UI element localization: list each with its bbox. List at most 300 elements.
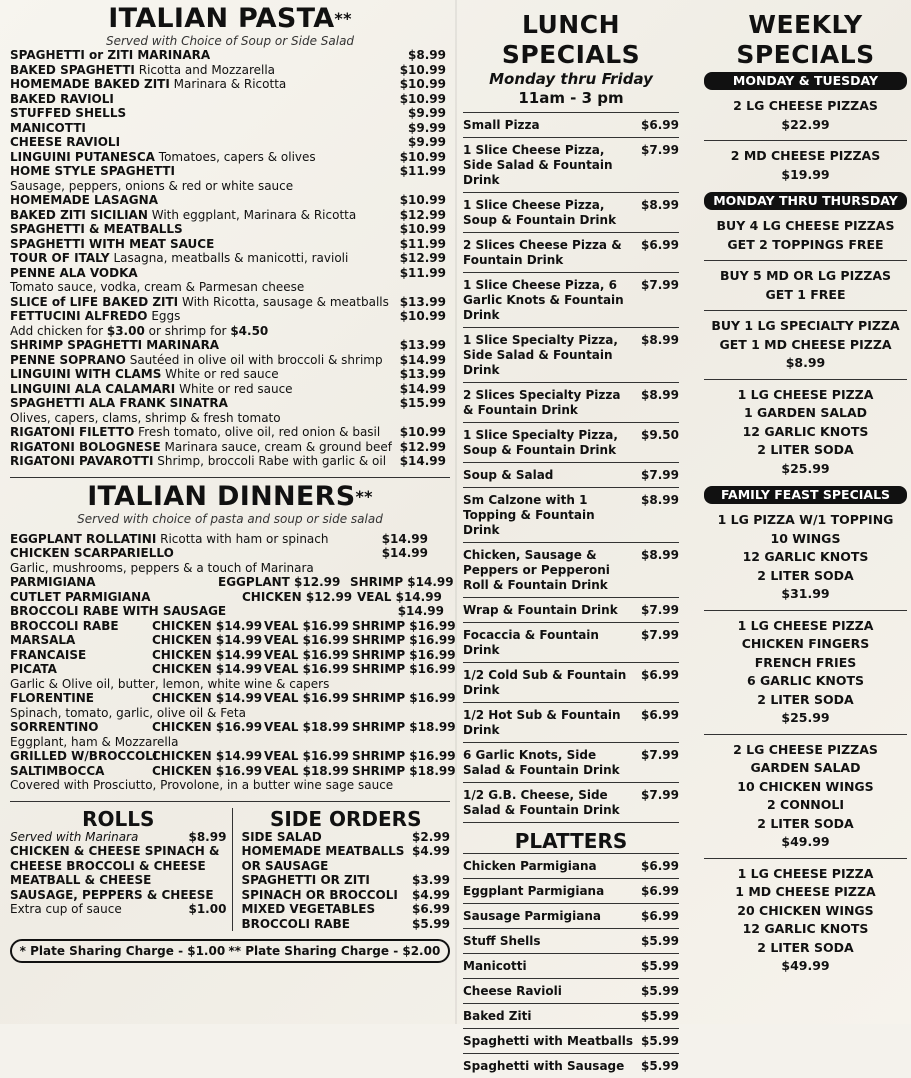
item-price: $10.99 bbox=[399, 309, 446, 323]
item-price: $14.99 bbox=[399, 381, 446, 396]
weekly-title-2: SPECIALS bbox=[736, 40, 875, 69]
lunch-price: $8.99 bbox=[641, 198, 679, 212]
menu-item: CHICKEN SCARPARIELLO $14.99 bbox=[10, 546, 428, 560]
menu-item bbox=[10, 266, 450, 281]
item-desc: Fresh tomato, olive oil, red onion & basil bbox=[138, 425, 381, 439]
lunch-name: 6 Garlic Knots, Side Salad & Fountain Drink bbox=[463, 748, 620, 777]
weekly-line: GARDEN SALAD bbox=[750, 760, 861, 775]
item-name-block bbox=[10, 266, 138, 281]
item-price: $10.99 bbox=[399, 193, 446, 207]
platter-price: $6.99 bbox=[641, 859, 679, 873]
item-name: CHEESE RAVIOLI bbox=[10, 135, 121, 149]
item-price: $10.99 bbox=[399, 149, 446, 164]
weekly-line: 2 LITER SODA bbox=[757, 815, 854, 831]
item-desc: Ricotta and Mozzarella bbox=[138, 62, 276, 77]
platter-name: Cheese Ravioli bbox=[463, 984, 562, 998]
item-name: LINGUINI PUTANESCA bbox=[10, 149, 155, 164]
item-price: $12.99 bbox=[399, 439, 446, 454]
side-name: OR SAUSAGE bbox=[241, 858, 329, 873]
item-price: $13.99 bbox=[399, 367, 446, 381]
item-note: Spinach, tomato, garlic, olive oil & Feta bbox=[10, 705, 246, 720]
side-item bbox=[241, 902, 450, 917]
lunch-item bbox=[463, 232, 679, 272]
item-name-block bbox=[10, 106, 126, 121]
side-item bbox=[241, 859, 450, 874]
lunch-name: 1 Slice Cheese Pizza, Side Salad & Fountain Drink bbox=[463, 143, 613, 187]
item-name-block bbox=[10, 164, 175, 179]
lunch-item bbox=[463, 782, 679, 822]
item-desc: Lasagna, meatballs & manicotti, ravioli bbox=[113, 251, 349, 265]
item-name: TOUR OF ITALY bbox=[10, 251, 110, 265]
platter-item bbox=[463, 953, 679, 978]
weekly-group bbox=[704, 95, 907, 190]
item-price: $10.99 bbox=[399, 91, 446, 106]
left-panel bbox=[10, 3, 456, 963]
menu-item bbox=[10, 48, 450, 63]
weekly-line: $31.99 bbox=[781, 586, 830, 601]
item-desc: White or red sauce bbox=[165, 367, 279, 381]
lunch-price: $7.99 bbox=[641, 628, 679, 642]
item-name: HOME STYLE SPAGHETTI bbox=[10, 164, 175, 178]
item-name: BAKED SPAGHETTI bbox=[10, 62, 135, 77]
item-name: BAKED RAVIOLI bbox=[10, 91, 114, 106]
lunch-price: $8.99 bbox=[641, 388, 679, 402]
item-price: $9.99 bbox=[408, 106, 446, 120]
weekly-special bbox=[704, 610, 907, 734]
pasta-list bbox=[10, 295, 450, 324]
side-price: $6.99 bbox=[412, 902, 450, 916]
item-name: RIGATONI FILETTO bbox=[10, 425, 135, 439]
item-note: Garlic, mushrooms, peppers & a touch of Marinara bbox=[10, 560, 314, 575]
weekly-line: BUY 5 MD OR LG PIZZAS bbox=[719, 268, 892, 283]
lunch-item bbox=[463, 487, 679, 542]
lunch-name: 1 Slice Specialty Pizza, Side Salad & Fountain Drink bbox=[463, 333, 618, 377]
item-price: $10.99 bbox=[399, 425, 446, 439]
weekly-line: 1 LG CHEESE PIZZA bbox=[737, 865, 874, 881]
lunch-price: $8.99 bbox=[641, 493, 679, 507]
platter-price: $6.99 bbox=[641, 884, 679, 898]
lunch-item bbox=[463, 112, 679, 137]
side-name: HOMEMADE MEATBALLS bbox=[241, 844, 405, 858]
weekly-line: GET 1 MD CHEESE PIZZA bbox=[719, 336, 892, 352]
item-name: STUFFED SHELLS bbox=[10, 106, 127, 120]
menu-item bbox=[10, 454, 450, 469]
side-item bbox=[241, 917, 450, 932]
side-price: $3.99 bbox=[412, 873, 450, 887]
platter-name: Stuff Shells bbox=[463, 934, 541, 948]
item-name-block bbox=[10, 237, 214, 252]
menu-item bbox=[10, 150, 450, 165]
lunch-name: Soup & Salad bbox=[463, 468, 554, 482]
weekly-group bbox=[704, 215, 907, 484]
item-price: $8.99 bbox=[408, 48, 446, 62]
weekly-special bbox=[704, 858, 907, 982]
item-price: $11.99 bbox=[399, 265, 446, 280]
weekly-line: 2 LITER SODA bbox=[757, 939, 854, 955]
side-name: SPAGHETTI OR ZITI bbox=[241, 873, 370, 887]
weekly-line: 12 GARLIC KNOTS bbox=[742, 549, 869, 564]
lunch-price: $7.99 bbox=[641, 278, 679, 292]
item-name: SPAGHETTI & MEATBALLS bbox=[10, 222, 183, 236]
item-note: Eggplant, ham & Mozzarella bbox=[10, 734, 179, 749]
platter-item bbox=[463, 1053, 679, 1078]
lunch-price: $6.99 bbox=[641, 238, 679, 252]
item-price: $13.99 bbox=[399, 338, 446, 352]
rolls-section bbox=[10, 808, 233, 932]
menu-item bbox=[10, 367, 450, 382]
weekly-line: 1 MD CHEESE PIZZA bbox=[735, 884, 876, 899]
weekly-line: GET 1 FREE bbox=[765, 286, 846, 302]
weekly-line: FRENCH FRIES bbox=[754, 654, 857, 670]
weekly-line: $22.99 bbox=[781, 116, 830, 132]
menu-item bbox=[10, 633, 456, 648]
item-desc: With Ricotta, sausage & meatballs bbox=[181, 294, 389, 309]
item-name: SPAGHETTI WITH MEAT SAUCE bbox=[10, 236, 215, 251]
item-name: PICATA bbox=[10, 662, 57, 676]
weekly-line: $49.99 bbox=[781, 958, 830, 973]
item-note: Covered with Prosciutto, Provolone, in a butter wine sage sauce bbox=[10, 778, 394, 792]
platter-item bbox=[463, 1028, 679, 1053]
menu-item: EGGPLANT ROLLATINI Ricotta with ham or spinach $14.99 bbox=[10, 531, 428, 546]
lunch-item bbox=[463, 662, 679, 702]
pasta-note: Tomato sauce, vodka, cream & Parmesan cheese bbox=[10, 280, 305, 294]
shrimp-price: SHRIMP $16.99 bbox=[352, 647, 456, 662]
lunch-list bbox=[463, 112, 679, 822]
divider bbox=[10, 801, 450, 802]
lunch-price: $8.99 bbox=[641, 333, 679, 347]
side-item bbox=[241, 873, 450, 888]
item-name-block bbox=[10, 367, 279, 382]
item-name: PENNE SOPRANO bbox=[10, 352, 126, 367]
platter-item bbox=[463, 903, 679, 928]
lunch-name: 2 Slices Cheese Pizza & Fountain Drink bbox=[463, 238, 622, 267]
lunch-name: Small Pizza bbox=[463, 118, 540, 132]
weekly-special bbox=[704, 215, 907, 260]
shrimp-price: SHRIMP $16.99 bbox=[352, 662, 456, 676]
platter-name: Spaghetti with Meatballs bbox=[463, 1034, 633, 1048]
platter-item bbox=[463, 878, 679, 903]
weekly-line: 1 LG CHEESE PIZZA bbox=[737, 617, 874, 633]
lunch-price: $7.99 bbox=[641, 468, 679, 482]
veal-price: VEAL $16.99 bbox=[264, 633, 349, 647]
menu-item bbox=[10, 164, 450, 179]
chicken-price: CHICKEN $14.99 bbox=[152, 647, 263, 662]
menu-item bbox=[10, 309, 450, 324]
lunch-price: $6.99 bbox=[641, 118, 679, 132]
menu-item bbox=[10, 353, 450, 368]
weekly-line: 2 LITER SODA bbox=[757, 567, 854, 583]
item-price: $10.99 bbox=[399, 222, 446, 236]
lunch-item bbox=[463, 382, 679, 422]
lunch-name: 2 Slices Specialty Pizza & Fountain Drink bbox=[463, 388, 621, 417]
weekly-special bbox=[704, 95, 907, 140]
item-name: HOMEMADE BAKED ZITI bbox=[10, 77, 170, 91]
item-name: SHRIMP SPAGHETTI MARINARA bbox=[10, 338, 220, 352]
fold-line bbox=[455, 0, 457, 1024]
platter-price: $5.99 bbox=[641, 1059, 679, 1073]
platter-item bbox=[463, 853, 679, 878]
weekly-line: 2 MD CHEESE PIZZAS bbox=[730, 148, 881, 163]
item-price: $13.99 bbox=[399, 294, 446, 309]
menu-item bbox=[10, 425, 450, 440]
veal-price: VEAL $16.99 bbox=[264, 618, 349, 633]
menu-item bbox=[10, 193, 450, 208]
rolls-title: ROLLS bbox=[82, 806, 155, 831]
banner-monday-tuesday: MONDAY & TUESDAY bbox=[704, 72, 907, 90]
menu-item bbox=[10, 106, 450, 121]
menu-item bbox=[10, 396, 450, 411]
pasta-list bbox=[10, 48, 450, 179]
weekly-line: $8.99 bbox=[785, 355, 826, 370]
item-price: $11.99 bbox=[399, 164, 446, 178]
platter-price: $5.99 bbox=[641, 984, 679, 998]
lunch-item bbox=[463, 137, 679, 192]
item-name-block bbox=[10, 77, 286, 92]
weekly-title: WEEKLY bbox=[748, 10, 863, 39]
platters-title: PLATTERS bbox=[463, 822, 679, 853]
weekly-line: 2 LG CHEESE PIZZAS bbox=[733, 741, 878, 757]
item-name-block bbox=[10, 135, 120, 150]
lunch-name: 1/2 Hot Sub & Fountain Drink bbox=[463, 708, 621, 737]
weekly-line: 2 LITER SODA bbox=[757, 442, 854, 457]
side-name: SPINACH OR BROCCOLI bbox=[241, 887, 398, 902]
item-name: LINGUINI ALA CALAMARI bbox=[10, 381, 176, 396]
item-desc: Shrimp, broccoli Rabe with garlic & oil bbox=[157, 454, 387, 468]
lunch-title: LUNCH bbox=[521, 10, 621, 39]
side-price: $5.99 bbox=[412, 916, 450, 931]
lunch-price: $7.99 bbox=[641, 788, 679, 802]
veal-price: VEAL $16.99 bbox=[264, 662, 349, 676]
lunch-name: 1/2 G.B. Cheese, Side Salad & Fountain Drink bbox=[463, 788, 620, 817]
platter-name: Sausage Parmigiana bbox=[463, 909, 601, 923]
weekly-group bbox=[704, 509, 907, 982]
item-desc: Eggs bbox=[151, 309, 181, 323]
item-name: RIGATONI BOLOGNESE bbox=[10, 439, 161, 454]
sides-section bbox=[233, 808, 450, 932]
weekly-line: $25.99 bbox=[781, 710, 830, 725]
menu-item bbox=[10, 222, 450, 237]
platter-name: Manicotti bbox=[463, 959, 527, 973]
item-name-block bbox=[10, 454, 386, 469]
banner-family-feast: FAMILY FEAST SPECIALS bbox=[704, 486, 907, 504]
weekly-special bbox=[704, 310, 907, 379]
item-name-block bbox=[10, 48, 210, 63]
weekly-line: 20 CHICKEN WINGS bbox=[737, 902, 874, 918]
chicken-price: CHICKEN $14.99 bbox=[152, 633, 263, 647]
menu-item: FLORENTINE CHICKEN $14.99 VEAL $16.99 SHRIMP $16.99 bbox=[10, 691, 456, 705]
sides-title: SIDE ORDERS bbox=[269, 806, 422, 831]
item-name-block bbox=[10, 222, 183, 237]
lunch-item bbox=[463, 542, 679, 597]
lunch-panel bbox=[463, 10, 679, 1078]
lunch-name: 1 Slice Cheese Pizza, 6 Garlic Knots & Fountain Drink bbox=[463, 278, 624, 322]
lunch-item bbox=[463, 622, 679, 662]
platter-item bbox=[463, 928, 679, 953]
item-name-block bbox=[10, 382, 293, 397]
item-price: $9.99 bbox=[408, 120, 446, 135]
lunch-name: Chicken, Sausage & Peppers or Pepperoni Roll & Fountain Drink bbox=[463, 548, 610, 592]
item-desc: Marinara sauce, cream & ground beef bbox=[164, 439, 392, 454]
platter-price: $5.99 bbox=[641, 959, 679, 973]
shrimp-price: SHRIMP $16.99 bbox=[352, 618, 456, 633]
item-name: LINGUINI WITH CLAMS bbox=[10, 367, 162, 381]
platter-name: Chicken Parmigiana bbox=[463, 859, 597, 873]
item-desc: Tomatoes, capers & olives bbox=[158, 149, 316, 164]
side-item bbox=[241, 830, 450, 845]
lunch-item bbox=[463, 272, 679, 327]
lunch-price: $6.99 bbox=[641, 668, 679, 682]
pasta-title: ITALIAN PASTA** bbox=[108, 3, 352, 34]
platter-name: Spaghetti with Sausage bbox=[463, 1059, 625, 1073]
lunch-item bbox=[463, 462, 679, 487]
item-name-block bbox=[10, 396, 228, 411]
side-item bbox=[241, 888, 450, 903]
lunch-price: $7.99 bbox=[641, 143, 679, 157]
rolls-line: MEATBALL & CHEESE bbox=[10, 873, 152, 887]
item-name: FETTUCINI ALFREDO bbox=[10, 309, 148, 323]
side-name: SIDE SALAD bbox=[241, 829, 322, 844]
weekly-special bbox=[704, 509, 907, 610]
menu-item: GRILLED W/BROCCOLI CHICKEN $14.99 VEAL $16.99 SHRIMP $16.99 bbox=[10, 749, 456, 763]
rolls-sides-section bbox=[10, 808, 450, 932]
item-price: $12.99 bbox=[399, 207, 446, 222]
platter-name: Baked Ziti bbox=[463, 1009, 532, 1023]
plate-sharing-box bbox=[10, 939, 450, 963]
pasta-note: Sausage, peppers, onions & red or white sauce bbox=[10, 178, 294, 193]
weekly-panel bbox=[704, 10, 907, 982]
menu-item bbox=[10, 662, 456, 677]
chicken-price: CHICKEN $14.99 bbox=[152, 618, 263, 633]
lunch-item bbox=[463, 742, 679, 782]
lunch-item bbox=[463, 192, 679, 232]
divider bbox=[10, 477, 450, 478]
menu-item bbox=[10, 251, 450, 266]
lunch-name: 1/2 Cold Sub & Fountain Drink bbox=[463, 668, 627, 697]
weekly-special bbox=[704, 260, 907, 310]
item-price: $10.99 bbox=[399, 62, 446, 77]
item-desc: Marinara & Ricotta bbox=[173, 77, 287, 91]
menu-item bbox=[10, 618, 456, 634]
rolls-line: CHEESE BROCCOLI & CHEESE bbox=[10, 858, 206, 873]
item-name: SLICE of LIFE BAKED ZITI bbox=[10, 294, 179, 309]
lunch-name: Focaccia & Fountain Drink bbox=[463, 628, 599, 657]
weekly-line: BUY 4 LG CHEESE PIZZAS bbox=[716, 218, 895, 233]
weekly-line: BUY 1 LG SPECIALTY PIZZA bbox=[711, 318, 900, 333]
item-name-block bbox=[10, 63, 275, 78]
dinner-rows bbox=[10, 618, 456, 677]
item-name-block bbox=[10, 193, 158, 208]
menu-item: SORRENTINO CHICKEN $16.99 VEAL $18.99 SHRIMP $18.99 bbox=[10, 720, 456, 734]
side-price: $4.99 bbox=[412, 887, 450, 902]
side-item bbox=[241, 844, 450, 859]
item-name: FRANCAISE bbox=[10, 647, 87, 662]
item-name-block bbox=[10, 121, 86, 136]
lunch-name: Sm Calzone with 1 Topping & Fountain Drink bbox=[463, 493, 595, 537]
weekly-line: 12 GARLIC KNOTS bbox=[742, 423, 869, 439]
menu-item bbox=[10, 440, 450, 455]
platter-item bbox=[463, 978, 679, 1003]
item-name: BAKED ZITI SICILIAN bbox=[10, 207, 148, 222]
platter-item bbox=[463, 1003, 679, 1028]
lunch-price: $8.99 bbox=[641, 548, 679, 562]
item-name-block bbox=[10, 353, 383, 368]
weekly-line: $25.99 bbox=[781, 460, 830, 476]
item-name-block bbox=[10, 309, 180, 324]
item-name-block bbox=[10, 295, 389, 310]
weekly-line: 6 GARLIC KNOTS bbox=[746, 673, 865, 688]
weekly-line: 12 GARLIC KNOTS bbox=[742, 921, 869, 936]
lunch-days: Monday thru Friday bbox=[489, 70, 653, 88]
menu-item bbox=[10, 121, 450, 136]
rolls-line: SAUSAGE, PEPPERS & CHEESE bbox=[10, 887, 214, 902]
extra-sauce-row: Extra cup of sauce $1.00 bbox=[10, 902, 227, 916]
lunch-name: 1 Slice Cheese Pizza, Soup & Fountain Drink bbox=[463, 198, 617, 227]
item-name: HOMEMADE LASAGNA bbox=[10, 193, 158, 207]
item-name: MARSALA bbox=[10, 633, 76, 647]
item-price: $12.99 bbox=[399, 251, 446, 265]
item-name: SPAGHETTI or ZITI MARINARA bbox=[10, 48, 211, 62]
lunch-item bbox=[463, 597, 679, 622]
weekly-line: 1 GARDEN SALAD bbox=[743, 405, 868, 420]
weekly-line: $49.99 bbox=[781, 834, 830, 849]
banner-monday-thursday: MONDAY THRU THURSDAY bbox=[704, 192, 907, 210]
pasta-list bbox=[10, 193, 450, 280]
weekly-line: 1 LG PIZZA W/1 TOPPING bbox=[717, 512, 894, 527]
pasta-list bbox=[10, 338, 450, 411]
platter-price: $5.99 bbox=[641, 1009, 679, 1023]
item-price: $14.99 bbox=[399, 352, 446, 367]
item-name: SPAGHETTI ALA FRANK SINATRA bbox=[10, 396, 228, 410]
menu-item: SALTIMBOCCA CHICKEN $16.99 VEAL $18.99 SHRIMP $18.99 bbox=[10, 763, 456, 778]
lunch-item bbox=[463, 327, 679, 382]
weekly-line: CHICKEN FINGERS bbox=[741, 636, 870, 651]
item-price: $11.99 bbox=[399, 236, 446, 251]
lunch-name: 1 Slice Specialty Pizza, Soup & Fountain Drink bbox=[463, 428, 618, 457]
menu-item: BROCCOLI RABE WITH SAUSAGE $14.99 bbox=[10, 604, 444, 618]
shrimp-price: SHRIMP $16.99 bbox=[352, 633, 456, 647]
sides-list bbox=[241, 830, 450, 932]
lunch-item bbox=[463, 422, 679, 462]
lunch-title-2: SPECIALS bbox=[501, 40, 641, 69]
side-price: $4.99 bbox=[412, 844, 450, 858]
side-price: $2.99 bbox=[412, 829, 450, 844]
platters-list bbox=[463, 853, 679, 1078]
pasta-list bbox=[10, 425, 450, 469]
menu-item bbox=[10, 237, 450, 252]
item-price: $15.99 bbox=[399, 396, 446, 410]
menu-item bbox=[10, 135, 450, 150]
item-desc: White or red sauce bbox=[179, 381, 293, 396]
item-name-block bbox=[10, 251, 348, 266]
platter-price: $5.99 bbox=[641, 1034, 679, 1048]
item-name: BROCCOLI RABE bbox=[10, 618, 119, 633]
menu-item: CUTLET PARMIGIANA CHICKEN $12.99 VEAL $14.99 bbox=[10, 589, 442, 604]
item-name-block bbox=[10, 440, 392, 455]
weekly-line: GET 2 TOPPINGS FREE bbox=[727, 236, 884, 252]
weekly-line: 2 LITER SODA bbox=[757, 691, 854, 707]
menu-item bbox=[10, 647, 456, 663]
lunch-hours: 11am - 3 pm bbox=[518, 89, 624, 107]
menu-item bbox=[10, 295, 450, 310]
item-name-block bbox=[10, 150, 316, 165]
plate-sharing-two: ** Plate Sharing Charge - $2.00 bbox=[228, 944, 441, 958]
lunch-price: $7.99 bbox=[641, 603, 679, 617]
side-name: MIXED VEGETABLES bbox=[241, 902, 376, 916]
item-name-block bbox=[10, 338, 219, 353]
menu-item bbox=[10, 63, 450, 78]
item-note: Garlic & Olive oil, butter, lemon, white wine & capers bbox=[10, 676, 330, 691]
rolls-served-row: Served with Marinara $8.99 bbox=[10, 829, 227, 844]
